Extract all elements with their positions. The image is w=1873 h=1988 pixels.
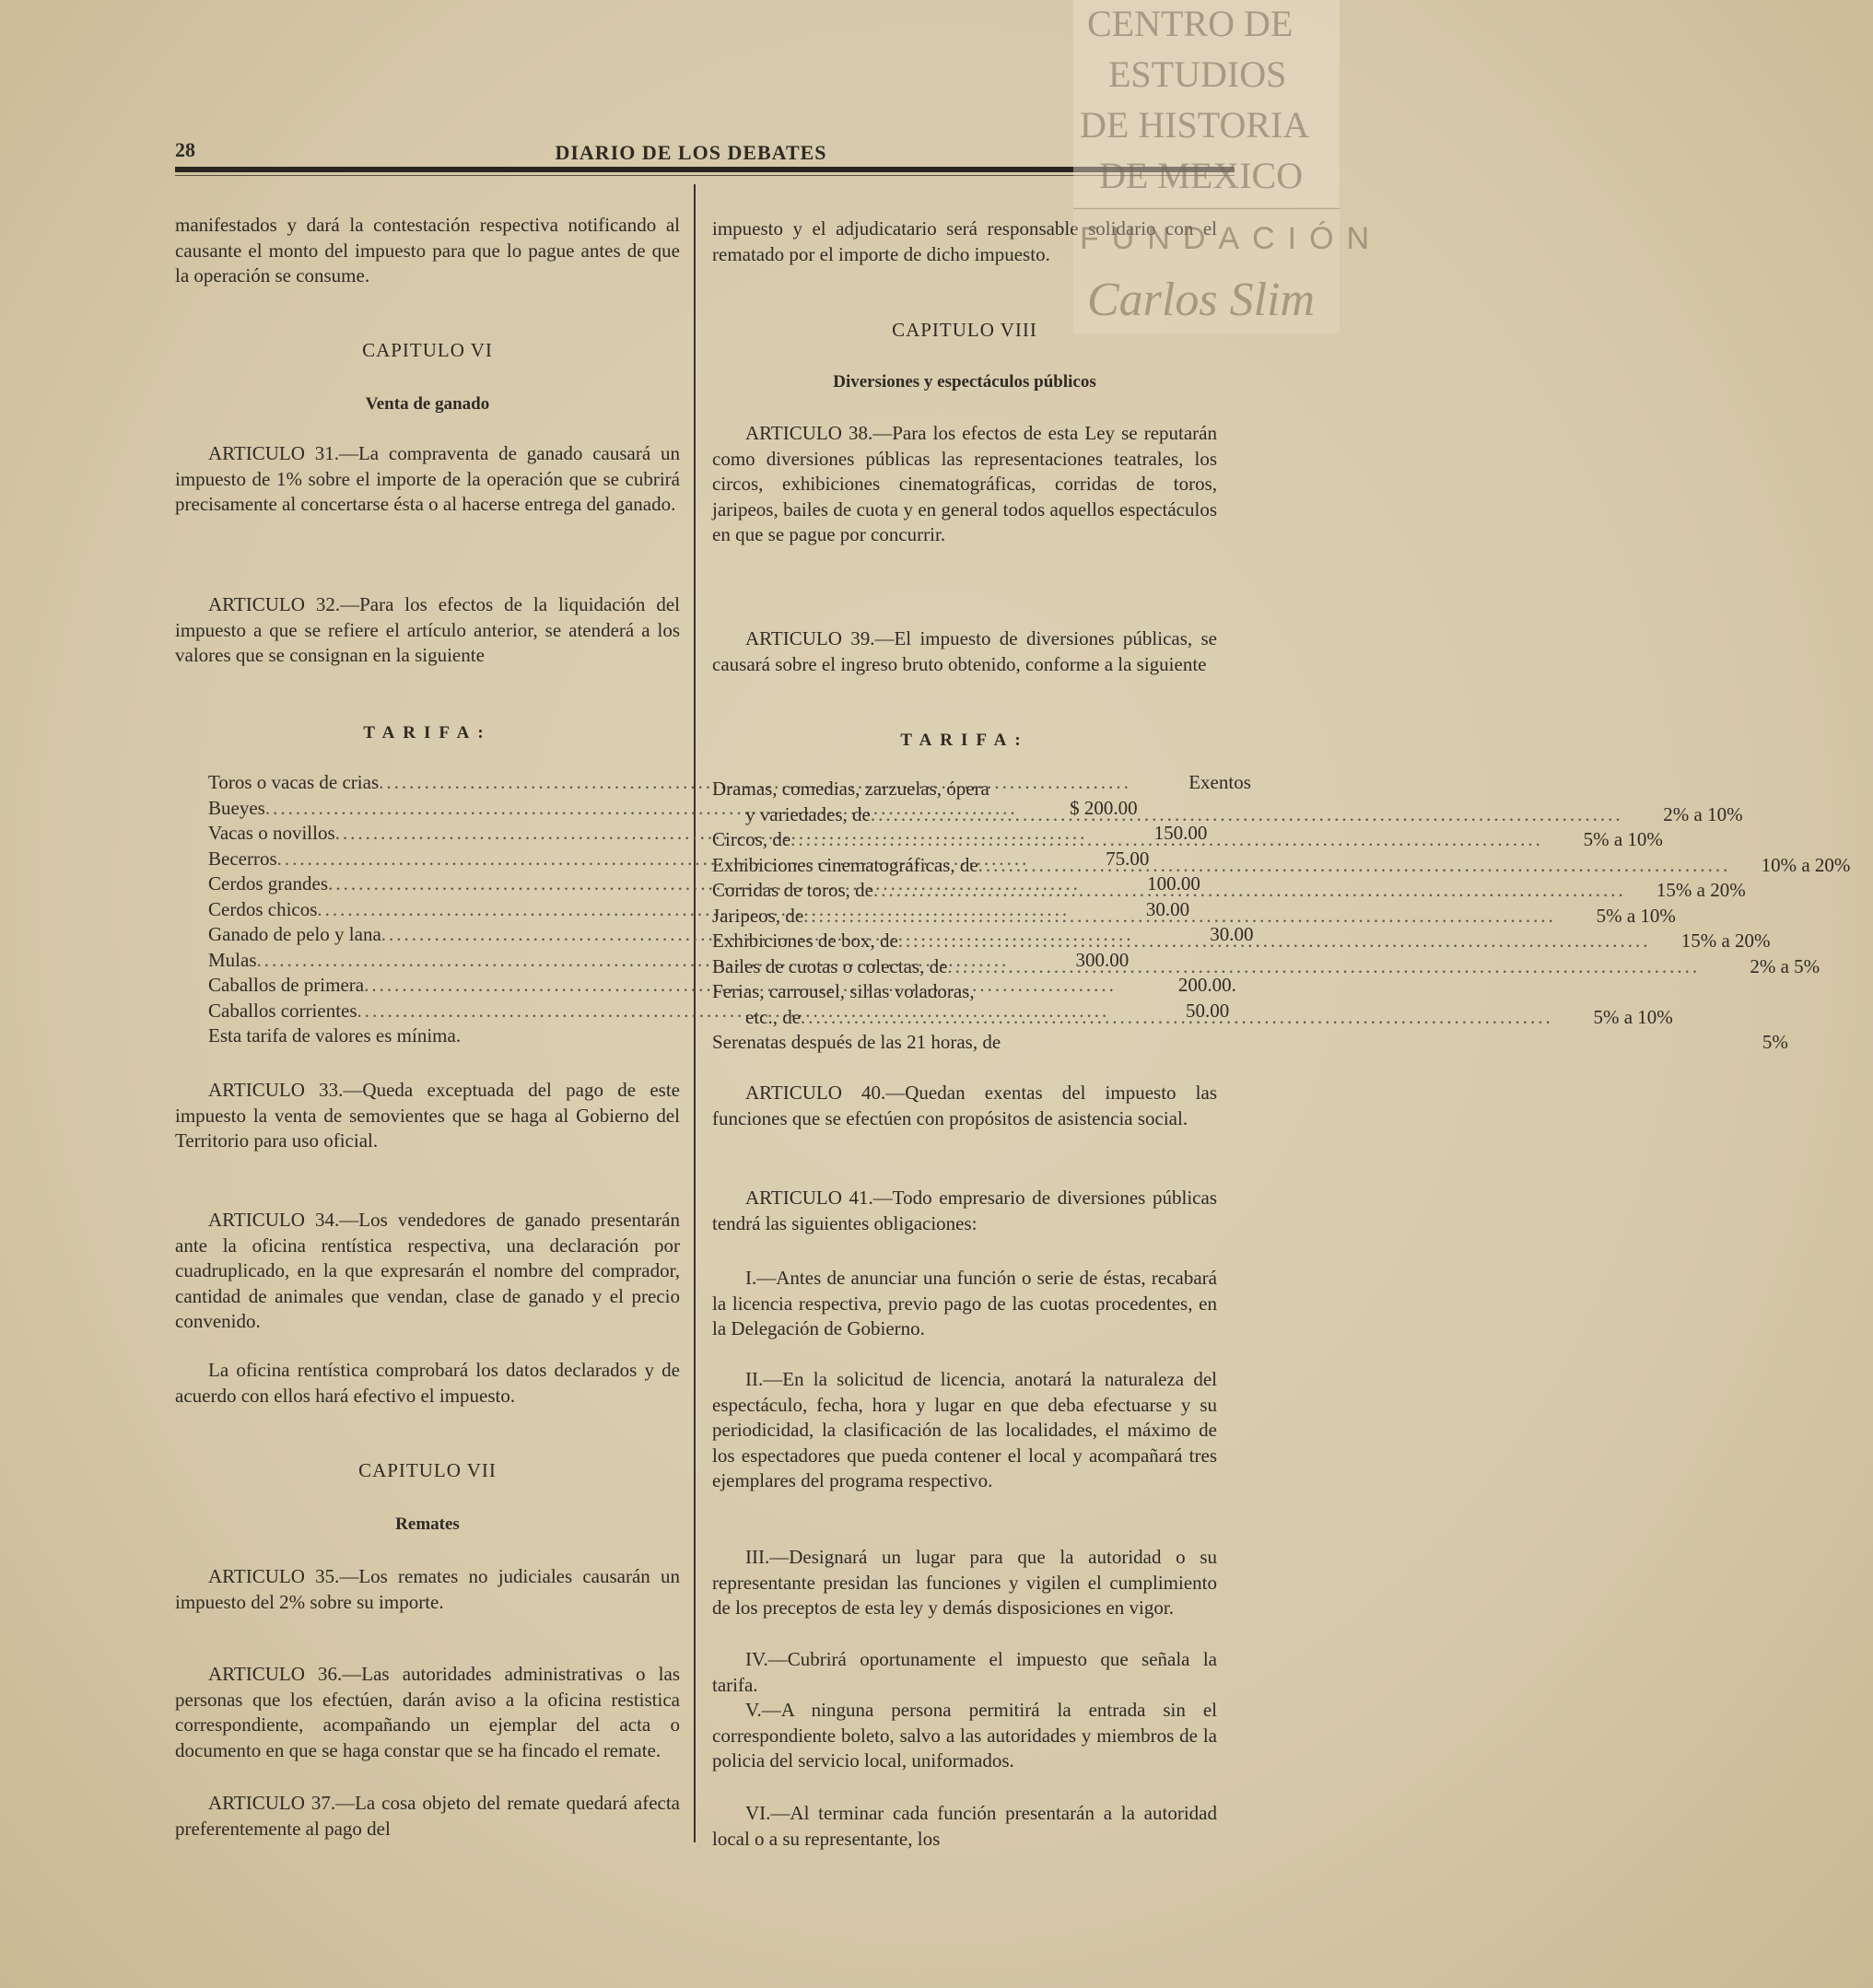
tariff-value: 5% — [1762, 1031, 1788, 1053]
paragraph: manifestados y dará la contestación respectiva notificando al causante el monto del impuesto para que lo pague antes de que la operación se consume. — [175, 214, 680, 287]
tariff-item: Becerros — [208, 847, 277, 870]
tariff-value: 10% a 20% — [1761, 853, 1851, 876]
article-39: ARTICULO 39.—El impuesto de diversiones públicas, se causará sobre el ingreso bruto obtenido, conforme a la siguiente — [712, 627, 1217, 675]
watermark-fundacion: FUNDACIÓN — [1080, 221, 1383, 256]
paragraph: impuesto y el adjudicatario será responsable solidario con el rematado por el importe de dicho impuesto. — [712, 217, 1217, 265]
tarifa-heading: TARIFA: — [363, 723, 492, 743]
tariff-value: 30.00 — [1145, 897, 1190, 920]
tarifa-heading: TARIFA: — [900, 731, 1029, 750]
tariff-item: Caballos de primera — [208, 974, 365, 996]
tariff-value: 5% a 10% — [1596, 904, 1676, 927]
watermark-line: DE HISTORIA — [1080, 104, 1310, 146]
clause-v: V.—A ninguna persona permitirá la entrada sin el correspondiente boleto, salvo a las autoridades y miembros de la policia del servicio local, uniformados. — [712, 1699, 1217, 1772]
tariff-value: 100.00 — [1147, 872, 1200, 895]
tariff-value: 5% a 10% — [1593, 1005, 1673, 1028]
watermark-line: CENTRO DE — [1087, 3, 1294, 44]
tariff-item: Mulas — [208, 948, 257, 971]
tariff-value: 75.00 — [1106, 847, 1150, 870]
tariff-row — [712, 827, 1663, 853]
tariff-item: Vacas o novillos — [208, 822, 335, 844]
leader-dots — [801, 1005, 1553, 1031]
tariff-item: etc., de — [745, 1005, 802, 1028]
article-34: ARTICULO 34.—Los vendedores de ganado presentarán ante la oficina rentística respectiva, una declaración por cuadruplicado, en la que expresarán el nombre del comprador, cantidad de animales que vendan, clase de ganado y el precio convenido. — [175, 1209, 680, 1332]
leader-dots — [790, 827, 1543, 853]
article-35: ARTICULO 35.—Los remates no judiciales causarán un impuesto del 2% sobre su importe. — [175, 1565, 680, 1613]
clause-ii: II.—En la solicitud de licencia, anotará la naturaleza del espectáculo, fecha, hora y lugar en que deba efectuarse y su periodicidad, la clasificación de las localidades, el máximo de los espectadores que pueda contener el local y acompañará tres ejemplares del programa respectivo. — [712, 1368, 1217, 1491]
tariff-item: Corridas de toros, de — [712, 879, 873, 901]
article-32: ARTICULO 32.—Para los efectos de la liquidación del impuesto a que se refiere el artículo anterior, se atenderá a los valores que se consignan en la siguiente — [175, 593, 680, 666]
article-41: ARTICULO 41.—Todo empresario de diversiones públicas tendrá las siguientes obligaciones: — [712, 1187, 1217, 1234]
leader-dots — [873, 878, 1626, 904]
paragraph: La oficina rentística comprobará los datos declarados y de acuerdo con ellos hará efectivo el impuesto. — [175, 1359, 680, 1407]
watermark-signature: Carlos Slim — [1087, 274, 1316, 326]
tariff-item: Bueyes — [208, 796, 265, 819]
tariff-value: 15% a 20% — [1656, 879, 1746, 901]
tariff-item: Jaripeos, de — [712, 904, 804, 927]
article-38: ARTICULO 38.—Para los efectos de esta Ley se reputarán como diversiones públicas las representaciones teatrales, los circos, exhibiciones cinematográficas, corridas de toros, jaripeos, bailes de cuota y en general todos aquellos espectáculos en que se pague por concurrir. — [712, 422, 1217, 545]
tariff-item: Circos, de — [712, 828, 791, 850]
tariff-row — [712, 1030, 1788, 1056]
chapter-heading: CAPITULO VI — [362, 339, 493, 361]
tariff-value: $ 200.00 — [1070, 796, 1138, 819]
tariff-item: Toros o vacas de crias — [208, 771, 380, 793]
leader-dots — [978, 853, 1731, 879]
leader-dots — [803, 904, 1556, 930]
tariff-item: Caballos corrientes — [208, 999, 357, 1022]
tariff-value: Exentos — [1188, 771, 1251, 793]
article-31: ARTICULO 31.—La compraventa de ganado causará un impuesto de 1% sobre el importe de la operación que se cubrirá precisamente al concertarse ésta o al hacerse entrega del ganado. — [175, 442, 680, 515]
journal-title: DIARIO DE LOS DEBATES — [555, 141, 827, 164]
tariff-item: Bailes de cuotas o colectas, de — [712, 954, 948, 977]
tariff-row-label: Ferias, carrousel, sillas voladoras, — [712, 980, 975, 1002]
tariff-row — [712, 1005, 1673, 1031]
clause-iv: IV.—Cubrirá oportunamente el impuesto que señala la tarifa. — [712, 1648, 1217, 1696]
watermark-line: ESTUDIOS — [1108, 53, 1287, 95]
tariff-item: Serenatas después de las 21 horas, de — [712, 1031, 1001, 1053]
chapter-heading: CAPITULO VII — [358, 1459, 497, 1481]
tariff-value: 2% a 10% — [1663, 802, 1743, 825]
tariff-value: 5% a 10% — [1583, 828, 1663, 850]
tariff-value: 50.00 — [1186, 999, 1230, 1022]
table-note: Esta tarifa de valores es mínima. — [208, 1024, 462, 1047]
tariff-value: 30.00 — [1210, 923, 1254, 945]
tariff-value: 150.00 — [1153, 822, 1208, 844]
chapter-title: Venta de ganado — [365, 394, 490, 414]
article-37: ARTICULO 37.—La cosa objeto del remate quedará afecta preferentemente al pago del — [175, 1792, 680, 1840]
tariff-item: y variedades, de — [745, 802, 871, 825]
article-33: ARTICULO 33.—Queda exceptuada del pago de este impuesto la venta de semovientes que se haga al Gobierno del Territorio para uso oficial. — [175, 1079, 680, 1152]
chapter-heading: CAPITULO VIII — [892, 319, 1037, 341]
leader-dots — [898, 929, 1651, 954]
tariff-row — [712, 802, 1743, 828]
tariff-value: 200.00. — [1177, 974, 1236, 996]
chapter-title: Remates — [395, 1514, 460, 1534]
tariff-item: Exhibiciones de box, de — [712, 930, 898, 952]
tariff-item: Cerdos grandes — [208, 872, 329, 895]
tariff-value: 15% a 20% — [1680, 930, 1771, 952]
tariff-item: Ganado de pelo y lana — [208, 923, 381, 945]
clause-i: I.—Antes de anunciar una función o serie de éstas, recabará la licencia respectiva, previo pago de las cuotas procedentes, en la Delegación de Gobierno. — [712, 1267, 1217, 1339]
tariff-row — [712, 954, 1820, 980]
tariff-row — [712, 878, 1746, 904]
leader-dots — [871, 802, 1623, 828]
tariff-row — [712, 853, 1851, 879]
clause-vi: VI.—Al terminar cada función presentarán a la autoridad local o a su representante, los — [712, 1802, 1217, 1850]
tariff-value: 2% a 5% — [1750, 954, 1820, 977]
clause-iii: III.—Designará un lugar para que la autoridad o su representante presidan las funciones y vigilen el cumplimiento de los preceptos de esta ley y demás disposiciones en vigor. — [712, 1546, 1217, 1619]
article-36: ARTICULO 36.—Las autoridades administrativas o las personas que los efectúen, darán aviso a la oficina restistica correspondiente, acompañando un ejemplar del acta o documento en que se haga constar que se ha fincado el remate. — [175, 1663, 680, 1761]
leader-dots — [947, 954, 1700, 980]
article-40: ARTICULO 40.—Quedan exentas del impuesto las funciones que se efectúen con propósitos de asistencia social. — [712, 1082, 1217, 1129]
chapter-title: Diversiones y espectáculos públicos — [833, 372, 1096, 392]
watermark-line: DE MEXICO — [1099, 155, 1304, 196]
tariff-row-label: Dramas, comedias, zarzuelas, ópera — [712, 778, 989, 800]
tariff-row — [712, 904, 1676, 930]
tariff-value: 300.00 — [1075, 948, 1130, 971]
page-number: 28 — [175, 138, 195, 161]
tariff-item: Exhibiciones cinematográficas, de — [712, 853, 978, 876]
tariff-item: Cerdos chicos — [208, 897, 318, 920]
